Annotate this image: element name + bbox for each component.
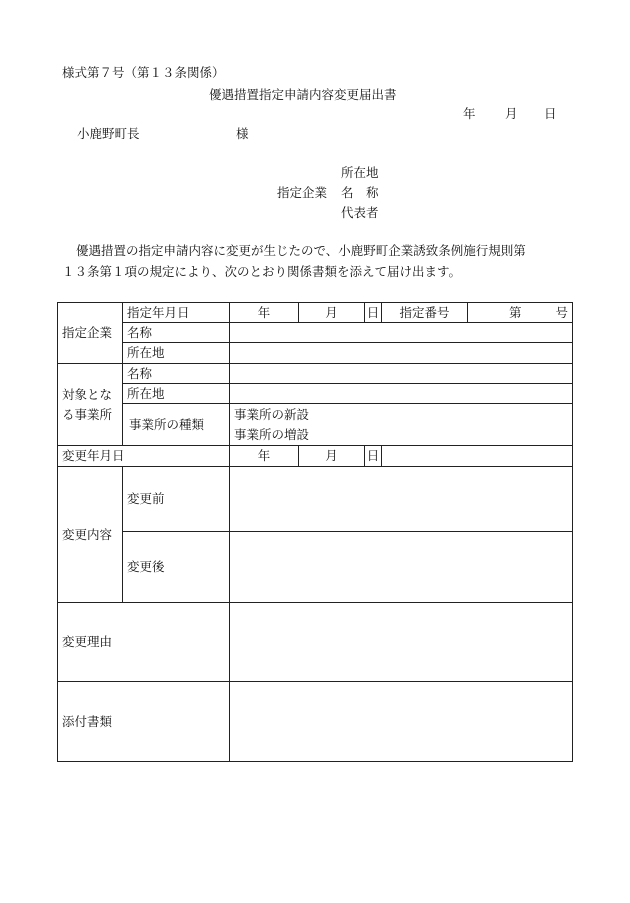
table-row [58, 467, 573, 532]
applicant-address-label: 所在地 [341, 165, 379, 180]
table-row [58, 603, 573, 682]
change-date-month-cell[interactable] [299, 446, 365, 467]
table-row [58, 323, 573, 343]
company-address-value[interactable] [230, 343, 573, 364]
table-row [58, 446, 573, 467]
table-row [58, 343, 573, 364]
month-label: 月 [325, 448, 338, 464]
table-row [58, 364, 573, 384]
addressee: 小鹿野町長 [77, 126, 140, 141]
attachments-label: 添付書類 [58, 682, 230, 762]
target-office-label-line-2: る事業所 [62, 406, 113, 422]
office-type-label: 事業所の種類 [123, 404, 230, 446]
number-prefix: 第 [508, 304, 522, 320]
table-row [58, 303, 573, 323]
honorific: 様 [236, 126, 249, 141]
designation-number-label: 指定番号 [382, 303, 468, 323]
office-type-new[interactable]: 事業所の新設 [234, 406, 310, 422]
date-year-label: 年 [463, 106, 476, 121]
change-reason-value[interactable] [230, 603, 573, 682]
table-row [58, 532, 573, 603]
number-suffix: 号 [555, 304, 568, 320]
target-office-label-line-1: 対象とな [62, 386, 113, 402]
attachments-value[interactable] [230, 682, 573, 762]
change-form-table [57, 302, 573, 762]
office-name-value[interactable] [230, 364, 573, 384]
company-address-label: 所在地 [123, 343, 230, 364]
month-label: 月 [325, 304, 338, 320]
designation-date-year-cell[interactable] [230, 303, 299, 323]
body-text-line-2: １３条第１項の規定により、次のとおり関係書類を添えて届け出ます。 [62, 264, 462, 279]
target-office-label [58, 364, 123, 446]
company-name-value[interactable] [230, 323, 573, 343]
designated-company-label: 指定企業 [58, 303, 123, 364]
designation-number-cell[interactable] [468, 303, 573, 323]
change-date-label: 変更年月日 [58, 446, 230, 467]
day-label: 日 [366, 448, 380, 464]
designation-date-day-cell[interactable] [365, 303, 382, 323]
after-change-label: 変更後 [123, 532, 230, 603]
table-row [58, 404, 573, 446]
table-row [58, 682, 573, 762]
table-row [58, 384, 573, 404]
year-label: 年 [257, 304, 271, 320]
change-date-day-cell[interactable] [365, 446, 382, 467]
date-day-label: 日 [544, 106, 557, 121]
document-title: 優遇措置指定申請内容変更届出書 [209, 87, 397, 102]
form-number: 様式第７号（第１３条関係） [62, 65, 225, 80]
company-name-label: 名称 [123, 323, 230, 343]
office-type-expand[interactable]: 事業所の増設 [234, 426, 310, 442]
office-type-options[interactable] [230, 404, 573, 446]
before-change-value[interactable] [230, 467, 573, 532]
date-month-label: 月 [505, 106, 518, 121]
change-date-year-cell[interactable] [230, 446, 299, 467]
body-text-line-1: 優遇措置の指定申請内容に変更が生じたので、小鹿野町企業誘致条例施行規則第 [76, 243, 526, 258]
change-reason-label: 変更理由 [58, 603, 230, 682]
before-change-label: 変更前 [123, 467, 230, 532]
office-address-value[interactable] [230, 384, 573, 404]
applicant-group-label: 指定企業 [277, 185, 328, 200]
change-content-label: 変更内容 [58, 467, 123, 603]
designation-date-month-cell[interactable] [299, 303, 365, 323]
applicant-name-label: 名 称 [341, 185, 379, 200]
office-name-label: 名称 [123, 364, 230, 384]
year-label: 年 [257, 448, 271, 464]
after-change-value[interactable] [230, 532, 573, 603]
change-date-blank[interactable] [382, 446, 573, 467]
day-label: 日 [366, 304, 380, 320]
office-address-label: 所在地 [123, 384, 230, 404]
applicant-rep-label: 代表者 [341, 205, 379, 220]
designation-date-label: 指定年月日 [123, 303, 230, 323]
